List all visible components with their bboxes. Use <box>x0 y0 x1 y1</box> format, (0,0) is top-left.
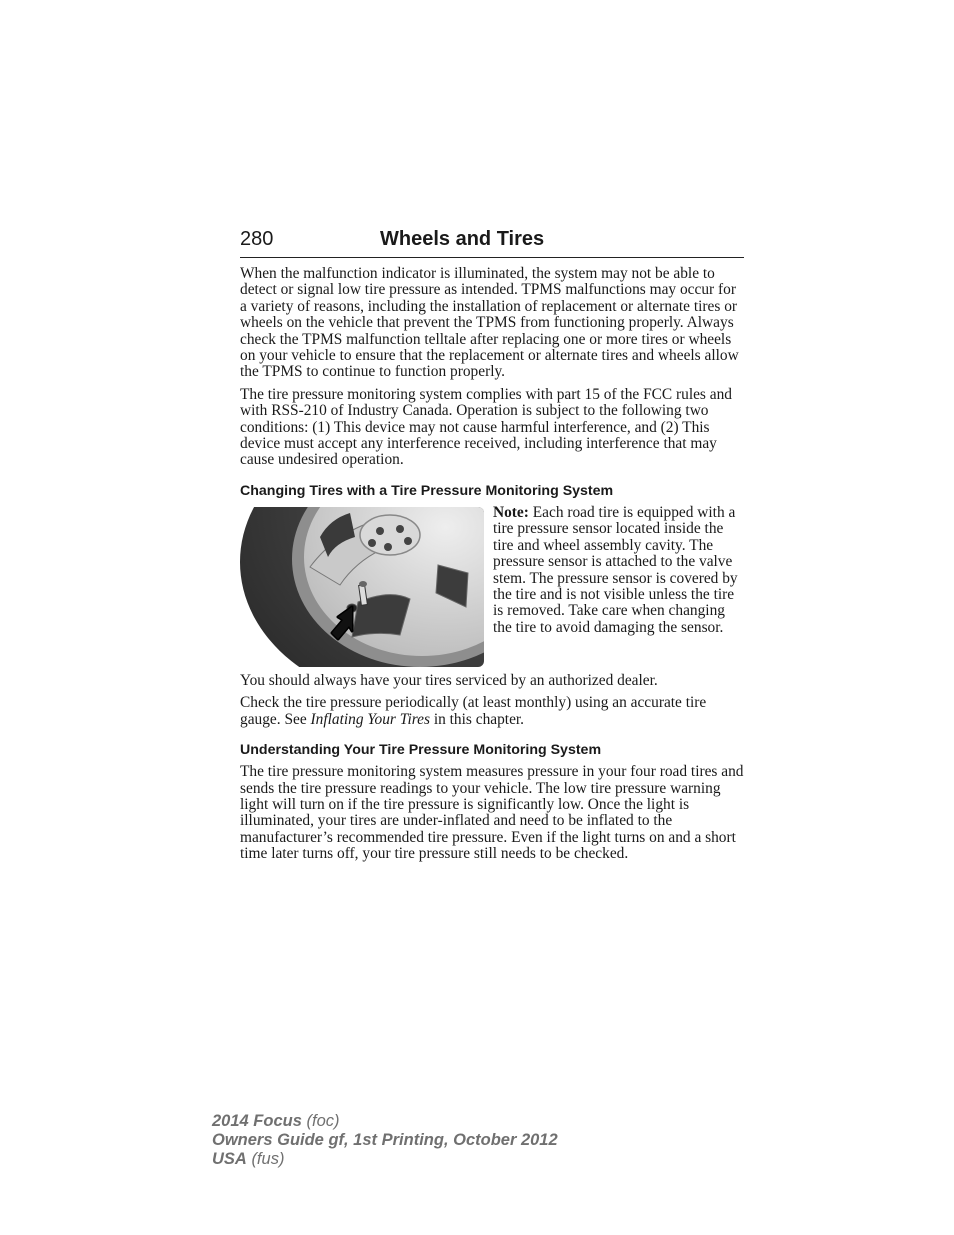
footer-region-line <box>212 1150 558 1169</box>
understanding-paragraph: The tire pressure monitoring system measures pressure in your four road tires and sends the tire pressure readings to your vehicle. The low tire pressure warning light will turn on if the tire pressure is significantly low. Once the light is illuminated, your tires are under-inflated and need to be inflated to the manufacturer’s recommended tire pressure. Even if the light turns on and a short time later turns off, your tire pressure still needs to be checked. <box>240 763 744 863</box>
note-with-figure <box>240 505 744 667</box>
changing-tires-heading: Changing Tires with a Tire Pressure Monitoring System <box>240 482 614 499</box>
footer-model-line <box>212 1112 558 1131</box>
check-pressure-paragraph <box>240 695 744 728</box>
inflating-tires-reference[interactable]: Inflating Your Tires <box>310 710 430 728</box>
page-number: 280 <box>240 228 274 250</box>
footer-guide: Owners Guide gf, 1st Printing, October 2012 <box>212 1131 558 1149</box>
page-footer <box>212 1112 558 1169</box>
wheel-valve-stem-icon <box>240 507 484 667</box>
malfunction-paragraph: When the malfunction indicator is illuminated, the system may not be able to detect or signal low tire pressure as intended. TPMS malfunctions may occur for a variety of reasons, including the installation of replacement or alternate tires or wheels on the vehicle that prevent the TPMS from functioning properly. Always check the TPMS malfunction telltale after replacing one or more tires or wheels on your vehicle to ensure that the replacement or alternate tires and wheels allow the TPMS to continue to function properly. <box>240 265 739 381</box>
manual-page <box>240 228 744 863</box>
footer-model-code: (foc) <box>306 1112 340 1130</box>
check-text-before: Check the tire pressure periodically (at least monthly) using an accurate tire gauge. See <box>240 694 707 728</box>
fcc-paragraph: The tire pressure monitoring system complies with part 15 of the FCC rules and with RSS-210 of Industry Canada. Operation is subject to the following two conditions: (1) This device may not cause harmful interference, and (2) This device must accept any interference received, including interference that may cause undesired operation. <box>240 385 732 469</box>
check-text-after: in this chapter. <box>429 710 525 728</box>
dealer-paragraph: You should always have your tires serviced by an authorized dealer. <box>240 671 658 689</box>
note-label: Note: <box>493 503 529 521</box>
note-text: Each road tire is equipped with a tire pressure sensor located inside the tire and wheel assembly cavity. The pressure sensor is attached to the valve stem. The pressure sensor is covered by the tire and is not visible unless the tire is removed. Take care when changing the tire to avoid damaging the sensor. <box>493 503 738 636</box>
footer-region-code: (fus) <box>251 1150 285 1168</box>
page-header <box>240 228 744 258</box>
note-paragraph <box>493 505 744 636</box>
footer-region: USA <box>212 1150 247 1168</box>
understanding-tpms-heading: Understanding Your Tire Pressure Monitoring System <box>240 742 602 759</box>
footer-model: 2014 Focus <box>212 1112 302 1130</box>
footer-guide-line <box>212 1131 558 1150</box>
page-title: Wheels and Tires <box>380 228 545 250</box>
